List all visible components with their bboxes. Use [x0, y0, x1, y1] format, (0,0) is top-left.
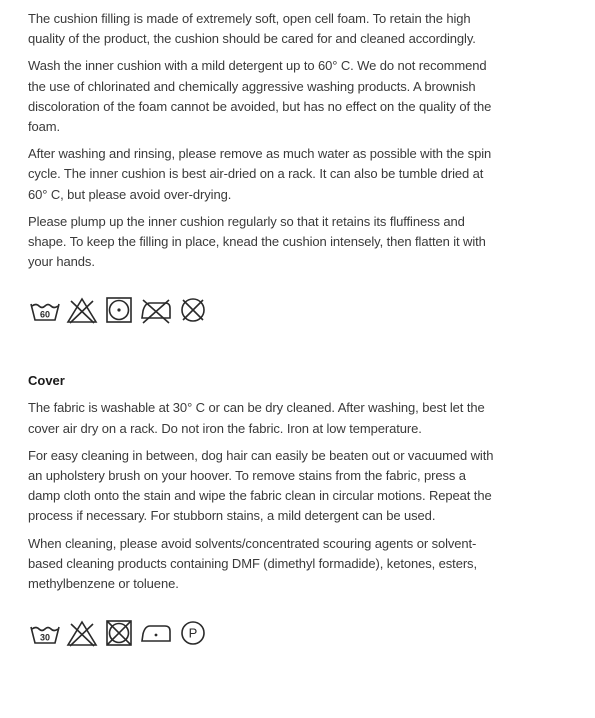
cover-section: [28, 372, 498, 650]
cover-care-icons: [28, 616, 498, 650]
dry-clean-p-icon: [176, 618, 210, 648]
cushion-paragraph-3: After washing and rinsing, please remove as much water as possible with the spin cycle. The inner cushion is best air-dried on a rack. It can also be tumble dried at 60° C, but please avoid over-drying.: [28, 146, 492, 202]
cushion-section: [28, 9, 498, 327]
cover-paragraph-2: For easy cleaning in between, dog hair can easily be beaten out or vacuumed with an upholstery brush on your hoover. To remove stains from the fabric, press a damp cloth onto the stain and wipe the fabric clean in circular motions. Repeat the process if necessary. For stubborn stains, a mild detergent can be used.: [28, 447, 494, 524]
wash-60-icon: [28, 295, 62, 325]
care-instructions: [28, 9, 498, 650]
cushion-paragraph-4: Please plump up the inner cushion regularly so that it retains its fluffiness and shape. To keep the filling in place, knead the cushion intensely, then flatten it with your hands.: [28, 213, 486, 270]
wash-temperature-label: 60: [39, 309, 51, 320]
do-not-tumble-dry-icon: [102, 618, 136, 648]
iron-low-icon: [139, 618, 173, 648]
dry-clean-letter: P: [188, 625, 198, 641]
cushion-paragraph-2: Wash the inner cushion with a mild detergent up to 60° C. We do not recommend the use of chlorinated and chemically aggressive washing products. A brownish discoloration of the foam cannot be avoided, but has no effect on the quality of the foam.: [28, 58, 492, 135]
do-not-bleach-icon: [65, 618, 99, 648]
wash-30-icon: [28, 618, 62, 648]
do-not-iron-icon: [139, 295, 173, 325]
cushion-care-icons: [28, 293, 498, 327]
cover-heading: Cover: [28, 373, 65, 389]
cover-paragraph-1: The fabric is washable at 30° C or can be dry cleaned. After washing, best let the cover air dry on a rack. Do not iron the fabric. Iron at low temperature.: [28, 400, 485, 436]
cushion-paragraph-1: The cushion filling is made of extremely soft, open cell foam. To retain the high quality of the product, the cushion should be cared for and cleaned accordingly.: [28, 11, 476, 47]
wash-temperature-label: 30: [39, 632, 51, 643]
tumble-dry-icon: [102, 295, 136, 325]
do-not-bleach-icon: [65, 295, 99, 325]
cover-paragraph-3: When cleaning, please avoid solvents/concentrated scouring agents or solvent-based cleaning products containing DMF (dimethyl formadide), ketones, esters, methylbenzene or toluene.: [28, 535, 477, 592]
do-not-dry-clean-icon: [176, 295, 210, 325]
